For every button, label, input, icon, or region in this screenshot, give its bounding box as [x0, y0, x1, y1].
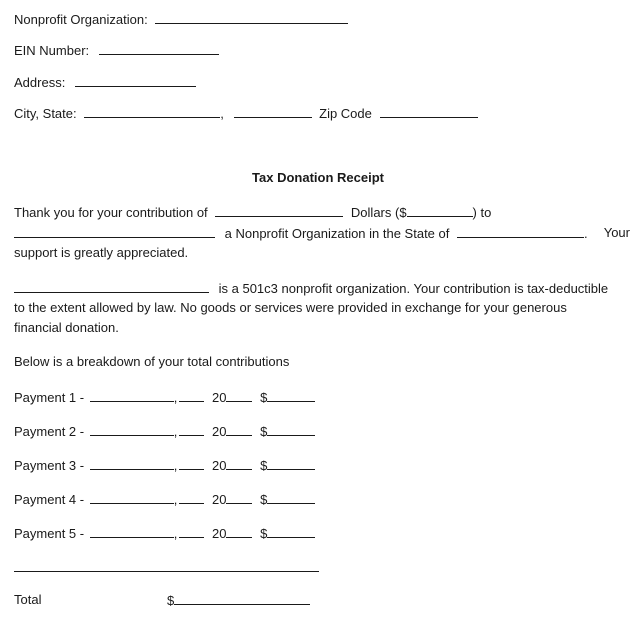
- payment-year-prefix: 20: [211, 390, 227, 405]
- recipient-org-field[interactable]: [14, 225, 215, 238]
- address-field[interactable]: [75, 74, 196, 87]
- payment-date-field[interactable]: [90, 423, 174, 436]
- para1-text-a: Thank you for your contribution of: [14, 205, 208, 220]
- payment-date-field[interactable]: [90, 491, 174, 504]
- payment-comma: ,: [173, 424, 178, 439]
- ein-label: EIN Number:: [14, 43, 90, 58]
- payment-year-prefix: 20: [211, 458, 227, 473]
- para1-text-e: .: [584, 226, 588, 241]
- ein-row: [14, 42, 219, 59]
- para1-text-g: support is greatly appreciated.: [14, 245, 189, 260]
- payment-day-field[interactable]: [179, 457, 204, 470]
- total-label: Total: [14, 592, 42, 607]
- breakdown-intro-text: Below is a breakdown of your total contributions: [14, 354, 290, 369]
- payment-amount-field[interactable]: [267, 525, 315, 538]
- payment-row: [14, 457, 315, 474]
- payment-dollar-sign: $: [260, 424, 268, 439]
- para2-line3: [14, 320, 119, 336]
- para1-text-d: a Nonprofit Organization in the State of: [224, 226, 450, 241]
- breakdown-intro: [14, 354, 289, 370]
- para2-line1: [14, 280, 608, 297]
- org-name-label: Nonprofit Organization:: [14, 12, 148, 27]
- payment-row: [14, 389, 315, 406]
- para1-line1: [14, 204, 491, 221]
- payment-label: Payment 5 -: [14, 526, 85, 541]
- payment-year-field[interactable]: [226, 491, 252, 504]
- para1-text-f: Your: [603, 225, 630, 240]
- nonprofit-name-field[interactable]: [14, 280, 209, 293]
- payment-row: [14, 423, 315, 440]
- payment-year-prefix: 20: [211, 526, 227, 541]
- payment-label: Payment 1 -: [14, 390, 85, 405]
- para2-line2: [14, 300, 567, 316]
- org-name-row: [14, 11, 348, 28]
- city-state-row: [14, 105, 478, 122]
- payment-day-field[interactable]: [179, 389, 204, 402]
- city-comma: ,: [220, 106, 224, 121]
- payment-year-field[interactable]: [226, 525, 252, 538]
- contribution-amount-words-field[interactable]: [215, 204, 343, 217]
- contribution-amount-field[interactable]: [407, 204, 473, 217]
- payment-comma: ,: [173, 458, 178, 473]
- payment-date-field[interactable]: [90, 525, 174, 538]
- para2-text-b: to the extent allowed by law. No goods or services were provided in exchange for your generous: [14, 300, 567, 315]
- payment-day-field[interactable]: [179, 423, 204, 436]
- para2-text-c: financial donation.: [14, 320, 119, 335]
- payment-label: Payment 3 -: [14, 458, 85, 473]
- zip-label: Zip Code: [319, 106, 372, 121]
- para1-text-b: Dollars ($: [350, 205, 407, 220]
- payment-year-prefix: 20: [211, 424, 227, 439]
- payment-amount-field[interactable]: [267, 389, 315, 402]
- payment-dollar-sign: $: [260, 492, 268, 507]
- payment-comma: ,: [173, 526, 178, 541]
- total-amount: [167, 592, 310, 609]
- payment-row: [14, 525, 315, 542]
- state-field[interactable]: [234, 105, 312, 118]
- payment-amount-field[interactable]: [267, 491, 315, 504]
- payment-dollar-sign: $: [260, 458, 268, 473]
- total-dollar-sign: $: [167, 593, 175, 608]
- payment-amount-field[interactable]: [267, 457, 315, 470]
- city-field[interactable]: [84, 105, 220, 118]
- state-of-field[interactable]: [457, 225, 584, 238]
- receipt-title: Tax Donation Receipt: [252, 170, 384, 185]
- payment-year-prefix: 20: [211, 492, 227, 507]
- payment-year-field[interactable]: [226, 389, 252, 402]
- para1-line2: [14, 225, 630, 242]
- address-label: Address:: [14, 75, 66, 90]
- total-separator-line: [14, 571, 319, 572]
- para1-text-c: ) to: [472, 205, 492, 220]
- zip-field[interactable]: [380, 105, 478, 118]
- city-state-label: City, State:: [14, 106, 77, 121]
- para1-line3: [14, 245, 188, 261]
- payment-date-field[interactable]: [90, 457, 174, 470]
- org-name-field[interactable]: [155, 11, 348, 24]
- payment-label: Payment 4 -: [14, 492, 85, 507]
- payment-year-field[interactable]: [226, 457, 252, 470]
- payment-label: Payment 2 -: [14, 424, 85, 439]
- payment-comma: ,: [173, 492, 178, 507]
- total-row: [14, 592, 41, 608]
- payment-day-field[interactable]: [179, 491, 204, 504]
- address-row: [14, 74, 196, 91]
- payment-row: [14, 491, 315, 508]
- payment-comma: ,: [173, 390, 178, 405]
- payment-dollar-sign: $: [260, 526, 268, 541]
- total-amount-field[interactable]: [174, 592, 310, 605]
- para2-text-a: is a 501c3 nonprofit organization. Your contribution is tax-deductible: [218, 281, 609, 296]
- payment-date-field[interactable]: [90, 389, 174, 402]
- payment-day-field[interactable]: [179, 525, 204, 538]
- ein-field[interactable]: [99, 42, 219, 55]
- payment-dollar-sign: $: [260, 390, 268, 405]
- payment-amount-field[interactable]: [267, 423, 315, 436]
- payment-year-field[interactable]: [226, 423, 252, 436]
